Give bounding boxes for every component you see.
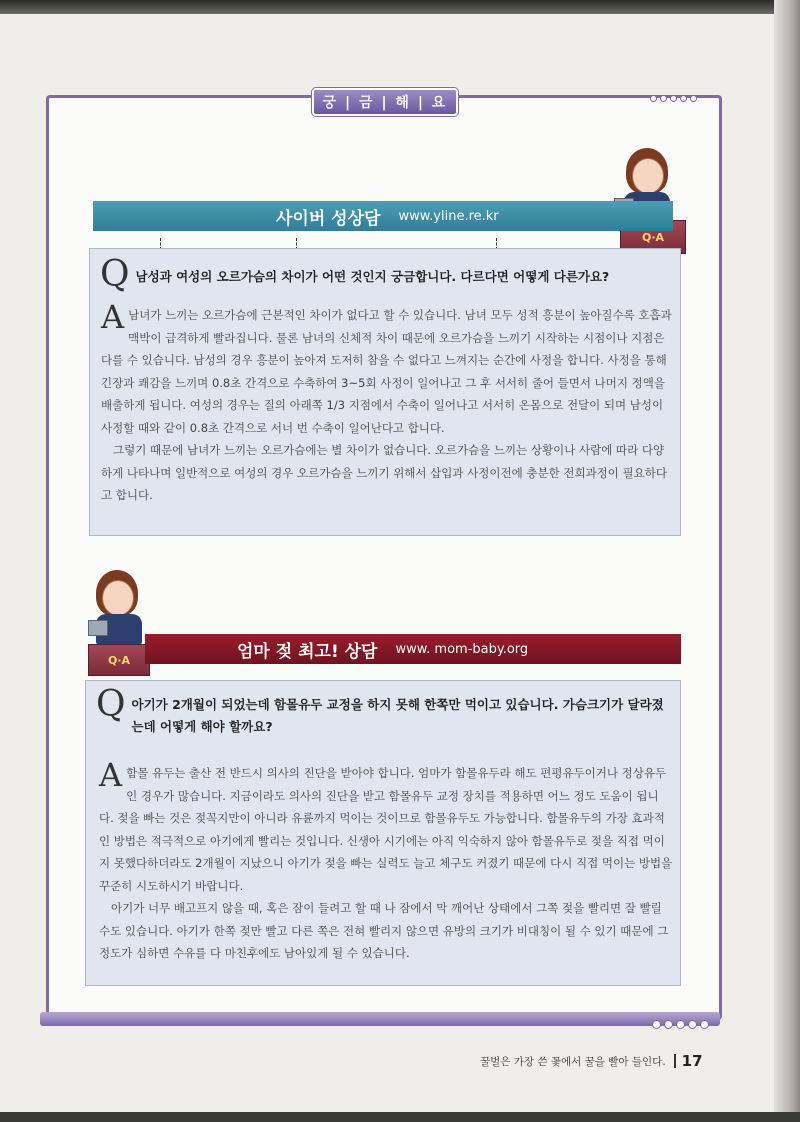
frame-dots-top xyxy=(650,95,697,102)
scan-edge-bottom xyxy=(0,1112,800,1122)
scan-edge-top xyxy=(0,0,800,14)
frame-bottom-bar xyxy=(40,1012,720,1026)
section-2-url: www. mom-baby.org xyxy=(395,641,529,657)
answer-2-paragraph-1: 함몰 유두는 출산 전 반드시 의사의 진단을 받아야 합니다. 엄마가 함몰유두라 해도 편평유두이거나 정상유두인 경우가 많습니다. 지금이라도 의사의 진단을 받고 함몰유두 교정 장치를 적용하면 어느 정도 도움이 됩니다. 젖을 빠는 것은 젖꼭지만이 아니라 유륜까지 먹이는 것이므로 함몰유두도 가능합니다. 함몰유두의 가장 효과적인 방법은 적극적으로 아기에게 빨리는 것입니다. 신생아 시기에는 아직 익숙하지 않아 함몰유두로 젖을 직접 먹이지 못했다하더라도 2개월이 지났으니 아기가 젖을 빠는 실력도 늘고 체구도 커졌기 때문에 다시 직접 먹이는 방법을 꾸준히 시도하시기 바랍니다. xyxy=(99,766,673,893)
frame-dots-bottom xyxy=(652,1020,709,1029)
scan-edge-right xyxy=(774,0,800,1122)
answer-1-paragraph-2: 그렇기 때문에 남녀가 느끼는 오르가슴에는 별 차이가 없습니다. 오르가슴을 느끼는 상황이나 사람에 따라 다양하게 나타나며 일반적으로 여성의 경우 오르가슴을 느끼기 위해서 삽입과 사정이전에 충분한 전희과정이 필요하다고 합니다. xyxy=(101,443,667,502)
answer-1-paragraph-1: 남녀가 느끼는 오르가슴에 근본적인 차이가 없다고 할 수 있습니다. 남녀 모두 성적 흥분이 높아질수록 호흡과 맥박이 급격하게 빨라집니다. 물론 남녀의 신체적 차이 때문에 오르가슴을 느끼기 시작하는 시점이나 지점은 다를 수 있습니다. 남성의 경우 흥분이 높아져 도저히 참을 수 없다고 느껴지는 순간에 사정을 합니다. 사정을 통해 긴장과 쾌감을 느끼며 0.8초 간격으로 수축하여 3~5회 사정이 일어나고 그 후 서서히 줄어 들면서 나머지 정액을 배출하게 됩니다. 여성의 경우는 질의 아래쪽 1/3 지점에서 수축이 일어나고 서서히 온몸으로 전달이 되며 남성이 사정할 때와 같이 0.8초 간격으로 서너 번 수축이 일어난다고 합니다. xyxy=(101,308,672,435)
page-number: 17 xyxy=(681,1052,703,1070)
question-2 xyxy=(96,684,674,738)
section-1-title: 사이버 성상담 xyxy=(276,208,381,229)
a-letter: A xyxy=(99,756,123,794)
footer-separator xyxy=(674,1054,676,1068)
q-letter: Q xyxy=(100,254,130,295)
footer-caption: 꿀벌은 가장 쓴 꽃에서 꿀을 빨아 들인다. xyxy=(480,1055,666,1068)
question-1-text: 남성과 여성의 오르가슴의 차이가 어떤 것인지 궁금합니다. 다르다면 어떻게 다른가요? xyxy=(135,269,610,284)
section-2-header xyxy=(145,634,681,664)
answer-2 xyxy=(99,756,673,965)
a-letter: A xyxy=(101,298,125,336)
answer-1 xyxy=(101,298,673,507)
section-tab-title: 궁 | 금 | 해 | 요 xyxy=(312,88,458,116)
question-2-text: 아기가 2개월이 되었는데 함몰유두 교정을 하지 못해 한쪽만 먹이고 있습니다. 가슴크기가 달라졌는데 어떻게 해야 할까요? xyxy=(131,697,664,734)
section-1-header xyxy=(93,201,673,231)
answer-2-paragraph-2: 아기가 너무 배고프지 않을 때, 혹은 잠이 들려고 할 때 나 잠에서 막 깨어난 상태에서 그쪽 젖을 빨리면 잘 빨릴 수도 있습니다. 아기가 한쪽 젖만 빨고 다른 쪽은 전혀 빨리지 않으면 유방의 크기가 비대칭이 될 수 있기 때문에 그 정도가 심하면 수유를 다 마친후에도 남아있게 될 수 있습니다. xyxy=(99,901,669,960)
section-1-url: www.yline.re.kr xyxy=(398,208,499,224)
qa-badge-2: Q·A xyxy=(88,644,150,676)
section-2-title: 엄마 젖 최고! 상담 xyxy=(237,641,378,662)
page-footer xyxy=(480,1052,703,1070)
question-1 xyxy=(100,254,670,295)
qa-badge-1: Q·A xyxy=(620,220,686,254)
q-letter: Q xyxy=(96,684,126,725)
